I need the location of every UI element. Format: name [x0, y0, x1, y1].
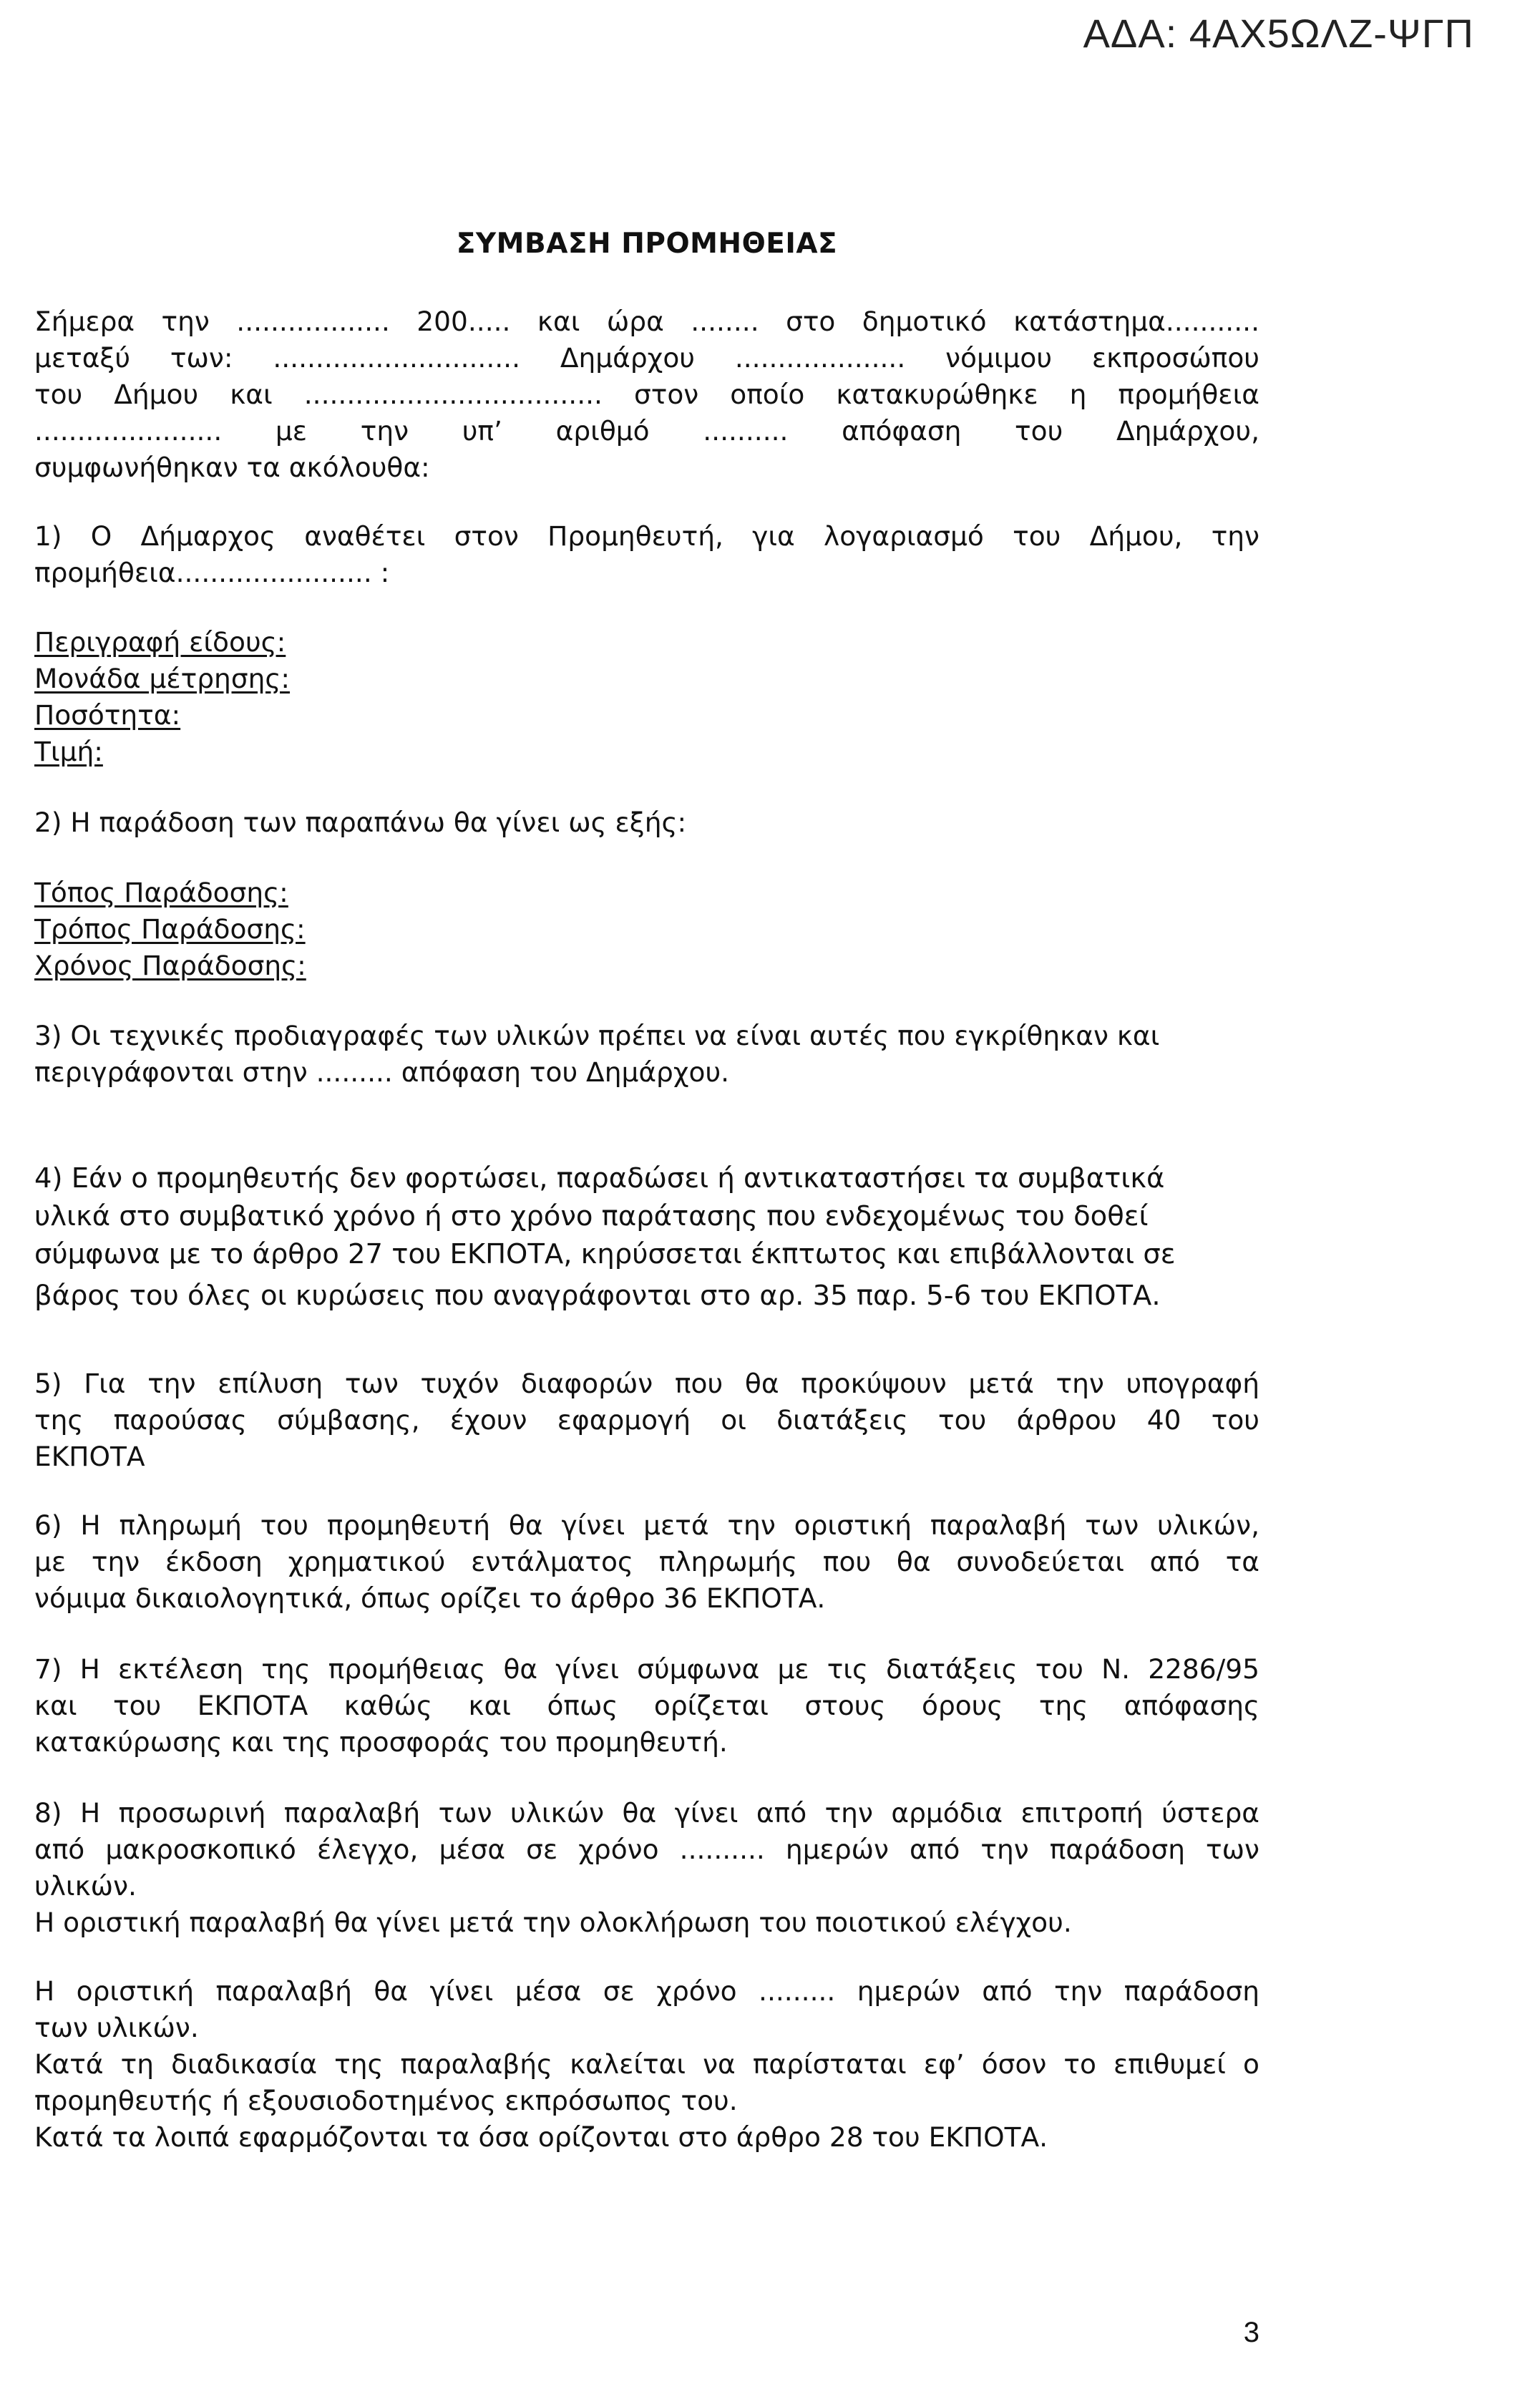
intro-line: ...................... με την υπ’ αριθμό .......... απόφαση του Δημάρχου, [34, 415, 1259, 447]
intro-line: του Δήμου και ................................... στον οποίο κατακυρώθηκε η προμήθεια [34, 379, 1259, 410]
clause-line: 2) Η παράδοση των παραπάνω θα γίνει ως εξής: [34, 807, 687, 838]
clause-line: 4) Εάν ο προμηθευτής δεν φορτώσει, παραδώσει ή αντικαταστήσει τα συμβατικά [34, 1162, 1165, 1194]
intro-line: συμφωνήθηκαν τα ακόλουθα: [34, 452, 430, 483]
clause-line: 5) Για την επίλυση των τυχόν διαφορών που θα προκύψουν μετά την υπογραφή [34, 1368, 1259, 1399]
delivery-fields [34, 875, 1259, 984]
final-line: Κατά τα λοιπά εφαρμόζονται τα όσα ορίζονται στο άρθρο 28 του ΕΚΠΟΤΑ. [34, 2121, 1048, 2153]
field-delivery-time: Χρόνος Παράδοσης: [34, 950, 306, 981]
clause-line: Η οριστική παραλαβή θα γίνει μετά την ολοκλήρωση του ποιοτικού ελέγχου. [34, 1907, 1072, 1938]
final-line: Η οριστική παραλαβή θα γίνει μέσα σε χρόνο ......... ημερών από την παράδοση [34, 1975, 1259, 2007]
clause-line: 1) Ο Δήμαρχος αναθέτει στον Προμηθευτή, για λογαριασμό του Δήμου, την [34, 520, 1259, 552]
clause-line: από μακροσκοπικό έλεγχο, μέσα σε χρόνο .......... ημερών από την παράδοση των [34, 1834, 1259, 1865]
clause-line: υλικά στο συμβατικό χρόνο ή στο χρόνο παράτασης που ενδεχομένως του δοθεί [34, 1200, 1149, 1232]
clause-line: υλικών. [34, 1870, 137, 1902]
field-unit: Μονάδα μέτρησης: [34, 663, 291, 694]
clause-line: σύμφωνα με το άρθρο 27 του ΕΚΠΟΤΑ, κηρύσσεται έκπτωτος και επιβάλλονται σε [34, 1238, 1176, 1270]
clause-line: 7) Η εκτέλεση της προμήθειας θα γίνει σύμφωνα με τις διατάξεις του Ν. 2286/95 [34, 1653, 1259, 1685]
clause-5 [34, 1366, 1259, 1475]
clause-line: νόμιμα δικαιολογητικά, όπως ορίζει το άρθρο 36 ΕΚΠΟΤΑ. [34, 1582, 826, 1614]
final-line: προμηθευτής ή εξουσιοδοτημένος εκπρόσωπος του. [34, 2085, 738, 2116]
clause-7 [34, 1651, 1259, 1761]
clause-1 [34, 518, 1259, 591]
clause-line: προμήθεια....................... : [34, 557, 390, 588]
document-title: ΣΥΜΒΑΣΗ ΠΡΟΜΗΘΕΙΑΣ [456, 228, 838, 260]
clause-line: της παρούσας σύμβασης, έχουν εφαρμογή οι διατάξεις του άρθρου 40 του [34, 1404, 1259, 1436]
clause-line: κατακύρωσης και της προσφοράς του προμηθευτή. [34, 1726, 728, 1758]
ada-code: ΑΔΑ: 4ΑΧ5ΩΛΖ-ΨΓΠ [1083, 11, 1474, 56]
clause-line: με την έκδοση χρηματικού εντάλματος πληρωμής που θα συνοδεύεται από τα [34, 1546, 1259, 1577]
field-delivery-method: Τρόπος Παράδοσης: [34, 913, 306, 945]
field-description: Περιγραφή είδους: [34, 626, 286, 658]
clause-line: περιγράφονται στην ......... απόφαση του Δημάρχου. [34, 1056, 730, 1088]
final-paragraph [34, 1973, 1259, 2156]
item-fields [34, 624, 1259, 770]
clause-4 [34, 1159, 1259, 1315]
clause-line: βάρος του όλες οι κυρώσεις που αναγράφονται στο αρ. 35 παρ. 5-6 του ΕΚΠΟΤΑ. [34, 1280, 1161, 1312]
clause-line: 3) Οι τεχνικές προδιαγραφές των υλικών πρέπει να είναι αυτές που εγκρίθηκαν και [34, 1020, 1160, 1051]
clause-line: 8) Η προσωρινή παραλαβή των υλικών θα γίνει από την αρμόδια επιτροπή ύστερα [34, 1797, 1259, 1829]
final-line: Κατά τη διαδικασία της παραλαβής καλείται να παρίσταται εφ’ όσον το επιθυμεί ο [34, 2048, 1259, 2080]
clause-3 [34, 1018, 1259, 1091]
page-number: 3 [1243, 2317, 1259, 2348]
clause-line: 6) Η πληρωμή του προμηθευτή θα γίνει μετά την οριστική παραλαβή των υλικών, [34, 1509, 1259, 1541]
field-price: Τιμή: [34, 736, 103, 767]
intro-line: μεταξύ των: ............................. Δημάρχου .................... νόμιμου εκπροσώπου [34, 342, 1259, 374]
intro-line: Σήμερα την .................. 200..... και ώρα ........ στο δημοτικό κατάστημα........... [34, 306, 1259, 337]
field-quantity: Ποσότητα: [34, 699, 181, 731]
field-delivery-place: Τόπος Παράδοσης: [34, 877, 288, 908]
clause-6 [34, 1507, 1259, 1617]
clause-line: ΕΚΠΟΤΑ [34, 1441, 145, 1472]
clause-8 [34, 1795, 1259, 1941]
final-line: των υλικών. [34, 2012, 199, 2043]
clause-2 [34, 804, 1259, 841]
intro-paragraph [34, 303, 1259, 486]
clause-line: και του ΕΚΠΟΤΑ καθώς και όπως ορίζεται στους όρους της απόφασης [34, 1690, 1259, 1721]
